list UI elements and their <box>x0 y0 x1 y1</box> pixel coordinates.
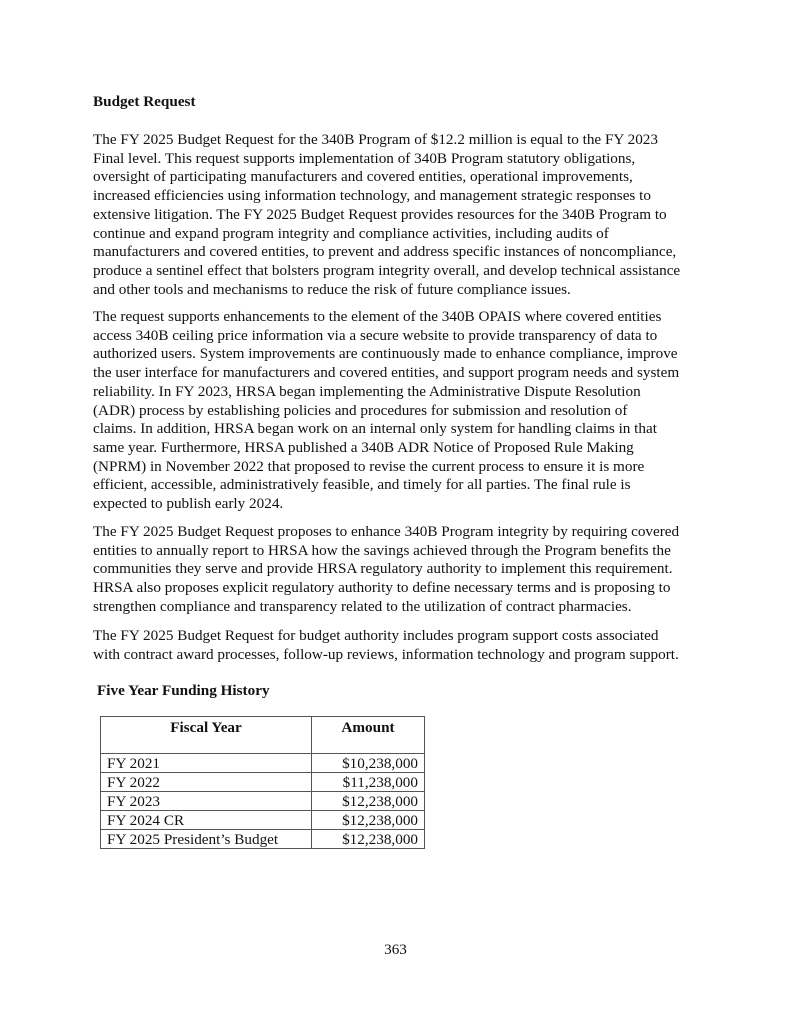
section-heading: Budget Request <box>93 93 196 110</box>
text-line: increased efficiencies using information technology, and management strategic responses to <box>93 187 651 205</box>
paragraph-program-integrity <box>93 523 703 617</box>
paragraph-budget-overview <box>93 131 703 299</box>
text-line: and other tools and mechanisms to reduce the risk of future compliance issues. <box>93 280 571 298</box>
fiscal-year-cell: FY 2022 <box>101 773 312 792</box>
amount-cell: $12,238,000 <box>312 792 425 811</box>
text-line: manufacturers and covered entities, to prevent and address specific instances of noncompliance, <box>93 243 677 261</box>
text-line: efficient, accessible, administratively feasible, and timely for all parties. The final rule is <box>93 476 631 494</box>
text-line: The FY 2025 Budget Request proposes to enhance 340B Program integrity by requiring covered <box>93 523 680 540</box>
text-line: communities they serve and provide HRSA regulatory authority to implement this requirement. <box>93 560 673 578</box>
text-line: expected to publish early 2024. <box>93 495 284 513</box>
fiscal-year-cell: FY 2024 CR <box>101 811 312 830</box>
text-line: (ADR) process by establishing policies and procedures for submission and resolution of <box>93 401 628 419</box>
funding-history-table <box>100 716 425 849</box>
text-line: The request supports enhancements to the element of the 340B OPAIS where covered entities <box>93 308 662 325</box>
table-row <box>101 811 425 830</box>
fiscal-year-cell: FY 2021 <box>101 754 312 773</box>
amount-cell: $11,238,000 <box>312 773 425 792</box>
paragraph-opais-adr <box>93 308 703 514</box>
table-row <box>101 830 425 849</box>
text-line: The FY 2025 Budget Request for budget authority includes program support costs associated <box>93 627 659 644</box>
table-header-row <box>101 717 425 754</box>
text-line: entities to annually report to HRSA how the savings achieved through the Program benefits the <box>93 541 671 559</box>
text-line: produce a sentinel effect that bolsters program integrity overall, and develop technical assistance <box>93 261 681 279</box>
text-line: Final level. This request supports implementation of 340B Program statutory obligations, <box>93 149 636 167</box>
amount-cell: $12,238,000 <box>312 830 425 849</box>
text-line: authorized users. System improvements are continuously made to enhance compliance, improve <box>93 345 678 363</box>
fiscal-year-cell: FY 2025 President’s Budget <box>101 830 312 849</box>
text-line: extensive litigation. The FY 2025 Budget Request provides resources for the 340B Program to <box>93 205 667 223</box>
text-line: oversight of participating manufacturers and covered entities, operational improvements, <box>93 168 633 186</box>
text-line: The FY 2025 Budget Request for the 340B Program of $12.2 million is equal to the FY 2023 <box>93 131 658 148</box>
text-line: strengthen compliance and transparency related to the utilization of contract pharmacies. <box>93 597 632 615</box>
text-line: reliability. In FY 2023, HRSA began implementing the Administrative Dispute Resolution <box>93 382 641 400</box>
fiscal-year-cell: FY 2023 <box>101 792 312 811</box>
text-line: with contract award processes, follow-up reviews, information technology and program support. <box>93 645 679 663</box>
text-line: access 340B ceiling price information via a secure website to provide transparency of data to <box>93 326 658 344</box>
page-number: 363 <box>384 941 407 958</box>
text-line: (NPRM) in November 2022 that proposed to revise the current process to ensure it is more <box>93 457 645 475</box>
amount-cell: $10,238,000 <box>312 754 425 773</box>
amount-cell: $12,238,000 <box>312 811 425 830</box>
text-line: continue and expand program integrity and compliance activities, including audits of <box>93 224 609 242</box>
table-row <box>101 754 425 773</box>
column-header-fiscal-year: Fiscal Year <box>101 717 312 754</box>
table-heading: Five Year Funding History <box>97 682 270 699</box>
column-header-amount: Amount <box>312 717 425 754</box>
table-row <box>101 773 425 792</box>
text-line: HRSA also proposes explicit regulatory authority to define necessary terms and is proposing to <box>93 579 671 597</box>
text-line: same year. Furthermore, HRSA published a 340B ADR Notice of Proposed Rule Making <box>93 438 634 456</box>
paragraph-budget-authority <box>93 627 703 664</box>
text-line: claims. In addition, HRSA began work on an internal only system for handling claims in that <box>93 420 657 438</box>
text-line: the user interface for manufacturers and covered entities, and support program needs and system <box>93 364 680 382</box>
table-row <box>101 792 425 811</box>
